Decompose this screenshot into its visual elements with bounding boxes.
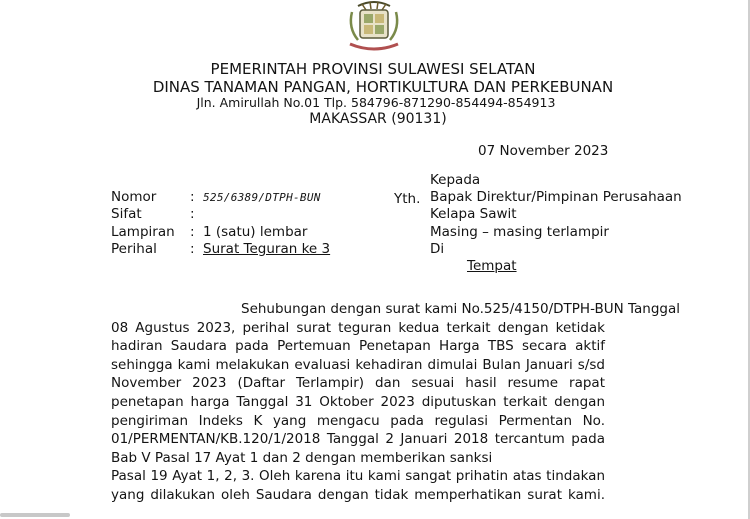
lampiran-label: Lampiran	[111, 224, 175, 240]
body-line: Bab V Pasal 17 Ayat 1 dan 2 dengan memberikan sanksi	[111, 449, 493, 466]
nomor-colon: :	[190, 189, 195, 205]
body-line: November 2023 (Daftar Terlampir) dan sesuai hasil resume rapat	[111, 375, 605, 392]
body-line: 08 Agustus 2023, perihal surat teguran kedua terkait dengan ketidak	[111, 319, 605, 336]
recipient-line-4: Di	[430, 241, 445, 257]
letterhead-city: MAKASSAR (90131)	[309, 111, 447, 127]
lampiran-colon: :	[190, 224, 195, 240]
letter-date: 07 November 2023	[478, 143, 609, 159]
sifat-colon: :	[190, 206, 195, 222]
body-line: 01/PERMENTAN/KB.120/1/2018 Tanggal 2 Januari 2018 tercantum pada	[111, 431, 605, 448]
provincial-emblem-icon	[344, 0, 404, 54]
letter-body	[111, 300, 681, 505]
body-line: Pasal 19 Ayat 1, 2, 3. Oleh karena itu kami sangat prihatin atas tindakan	[111, 468, 605, 485]
body-line: pengiriman Indeks K yang mengacu pada regulasi Permentan No.	[111, 412, 605, 429]
letterhead-government: PEMERINTAH PROVINSI SULAWESI SELATAN	[210, 60, 536, 78]
nomor-label: Nomor	[111, 189, 157, 205]
yth-label: Yth.	[394, 191, 421, 207]
perihal-colon: :	[190, 241, 195, 257]
letterhead-address: Jln. Amirullah No.01 Tlp. 584796-871290-854494-854913	[196, 95, 556, 110]
recipient-tempat: Tempat	[467, 258, 517, 274]
letterhead-agency: DINAS TANAMAN PANGAN, HORTIKULTURA DAN PERKEBUNAN	[152, 78, 614, 96]
sifat-label: Sifat	[111, 206, 142, 222]
horizontal-scrollbar[interactable]	[0, 513, 70, 517]
nomor-value: 525/6389/DTPH-BUN	[203, 191, 321, 204]
body-line: hadiran Saudara pada Pertemuan Penetapan Harga TBS secara aktif	[111, 338, 605, 355]
recipient-line-2: Kelapa Sawit	[430, 206, 517, 222]
body-line: yang dilakukan oleh Saudara dengan tidak memperhatikan surat kami.	[111, 486, 605, 503]
perihal-value: Surat Teguran ke 3	[203, 241, 331, 257]
kepada-label: Kepada	[430, 172, 481, 188]
lampiran-value: 1 (satu) lembar	[203, 224, 308, 240]
body-line: sehingga kami melakukan evaluasi kehadiran dimulai Bulan Januari s/sd	[111, 356, 605, 373]
recipient-line-3: Masing – masing terlampir	[430, 224, 609, 240]
body-line: penetapan harga Tanggal 31 Oktober 2023 diputuskan terkait dengan	[111, 393, 605, 410]
perihal-label: Perihal	[111, 241, 157, 257]
body-line: Sehubungan dengan surat kami No.525/4150/DTPH-BUN Tanggal	[241, 301, 681, 317]
recipient-line-1: Bapak Direktur/Pimpinan Perusahaan	[430, 189, 682, 205]
